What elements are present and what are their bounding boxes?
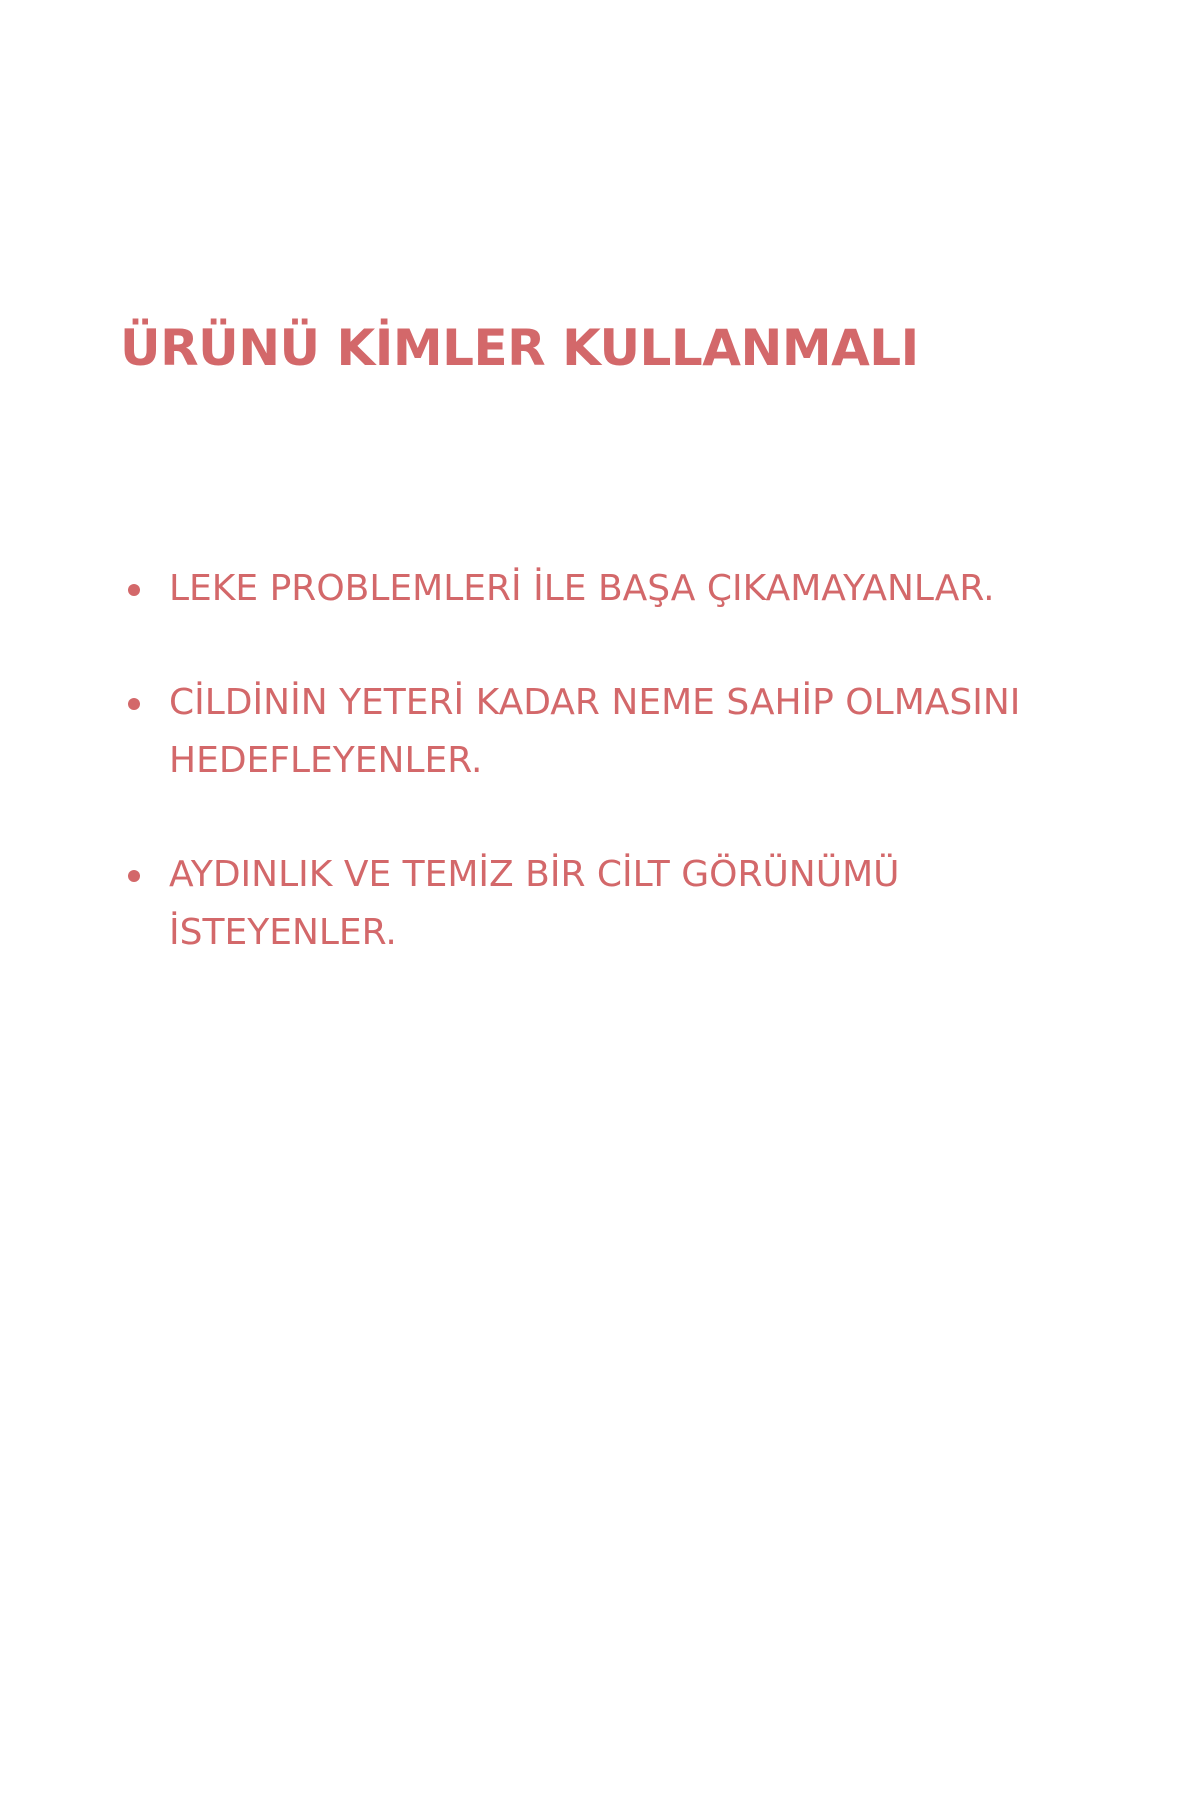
bullet-list bbox=[125, 560, 1125, 1018]
list-item bbox=[125, 560, 1125, 618]
list-item-text: CİLDİNİN YETERİ KADAR NEME SAHİP OLMASINI HEDEFLEYENLER. bbox=[169, 682, 1021, 781]
bullet-dot-icon bbox=[128, 584, 140, 596]
list-item bbox=[125, 674, 1125, 790]
list-item-text: LEKE PROBLEMLERİ İLE BAŞA ÇIKAMAYANLAR. bbox=[169, 568, 995, 609]
bullet-dot-icon bbox=[128, 698, 140, 710]
list-item-text: AYDINLIK VE TEMİZ BİR CİLT GÖRÜNÜMÜ İSTEYENLER. bbox=[169, 854, 900, 953]
list-item bbox=[125, 846, 1125, 962]
page-title: ÜRÜNÜ KİMLER KULLANMALI bbox=[120, 319, 919, 377]
bullet-dot-icon bbox=[128, 870, 140, 882]
